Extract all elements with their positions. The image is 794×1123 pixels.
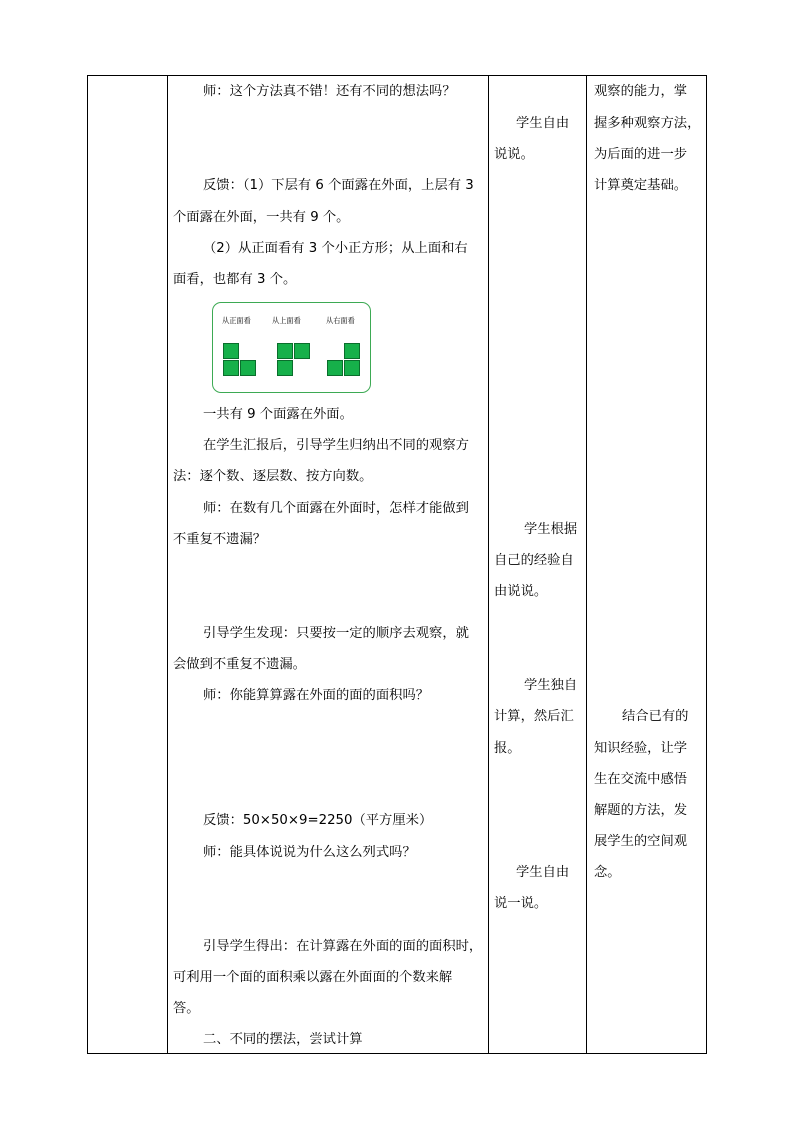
- top-view-square: [277, 360, 293, 376]
- student-activity-line: 由说说。: [494, 584, 548, 599]
- student-activity-line: 学生自由: [516, 865, 570, 880]
- front-view-square: [240, 360, 256, 376]
- design-intent-line: 计算奠定基础。: [594, 178, 688, 193]
- student-activity-line: 报。: [494, 741, 521, 756]
- top-view-square: [294, 343, 310, 359]
- main-text-line: 不重复不遗漏？: [173, 532, 267, 547]
- student-activity-line: 自己的经验自: [494, 553, 574, 568]
- main-text-line: （2）从正面看有 3 个小正方形；从上面和右: [203, 241, 468, 256]
- student-activity-line: 学生自由: [516, 116, 570, 131]
- main-text-line: 反馈：50×50×9=2250（平方厘米）: [203, 813, 433, 828]
- main-text-line: 答。: [173, 1001, 200, 1016]
- column-divider: [488, 75, 489, 1054]
- student-activity-line: 计算，然后汇: [494, 709, 574, 724]
- main-text-line: 会做到不重复不遗漏。: [173, 657, 306, 672]
- right-view-label: 从右面看: [326, 316, 355, 325]
- top-view-square: [277, 343, 293, 359]
- design-intent-line: 生在交流中感悟: [594, 772, 688, 787]
- student-activity-line: 学生独自: [524, 678, 578, 693]
- design-intent-line: 结合已有的: [622, 709, 689, 724]
- main-text-line: 面看，也都有 3 个。: [173, 272, 297, 287]
- design-intent-line: 念。: [594, 865, 621, 880]
- column-divider: [167, 75, 168, 1054]
- design-intent-line: 解题的方法，发: [594, 803, 688, 818]
- main-text-line: 师：这个方法真不错！还有不同的想法吗？: [203, 84, 456, 99]
- three-views-figure: [212, 302, 371, 393]
- main-text-line: 师：能具体说说为什么这么列式吗？: [203, 845, 416, 860]
- main-text-line: 师：你能算算露在外面的面的面积吗？: [203, 688, 430, 703]
- main-text-line: 反馈：（1）下层有 6 个面露在外面，上层有 3: [203, 178, 474, 193]
- main-text-line: 引导学生得出：在计算露在外面的面的面积时，: [203, 939, 483, 954]
- main-text-line: 法：逐个数、逐层数、按方向数。: [173, 469, 373, 484]
- main-text-line: 在学生汇报后，引导学生归纳出不同的观察方: [203, 438, 469, 453]
- main-text-line: 可利用一个面的面积乘以露在外面面的个数来解: [173, 970, 453, 985]
- right-view-square: [327, 360, 343, 376]
- front-view-square: [223, 343, 239, 359]
- main-text-line: 个面露在外面，一共有 9 个。: [173, 210, 350, 225]
- main-text-line: 师：在数有几个面露在外面时，怎样才能做到: [203, 501, 469, 516]
- main-text-line: 一共有 9 个面露在外面。: [203, 407, 353, 422]
- design-intent-line: 知识经验，让学: [594, 741, 688, 756]
- main-text-line: 二、不同的摆法，尝试计算: [203, 1032, 363, 1047]
- right-view-square: [344, 360, 360, 376]
- main-text-line: 引导学生发现：只要按一定的顺序去观察，就: [203, 626, 469, 641]
- top-view-label: 从上面看: [272, 316, 301, 325]
- student-activity-line: 说一说。: [494, 896, 548, 911]
- column-divider: [586, 75, 587, 1054]
- design-intent-line: 为后面的进一步: [594, 147, 688, 162]
- design-intent-line: 握多种观察方法，: [594, 116, 701, 131]
- student-activity-line: 说说。: [494, 147, 534, 162]
- front-view-square: [223, 360, 239, 376]
- right-view-square: [344, 343, 360, 359]
- student-activity-line: 学生根据: [524, 522, 578, 537]
- design-intent-line: 展学生的空间观: [594, 834, 688, 849]
- design-intent-line: 观察的能力，掌: [594, 84, 688, 99]
- front-view-label: 从正面看: [222, 316, 251, 325]
